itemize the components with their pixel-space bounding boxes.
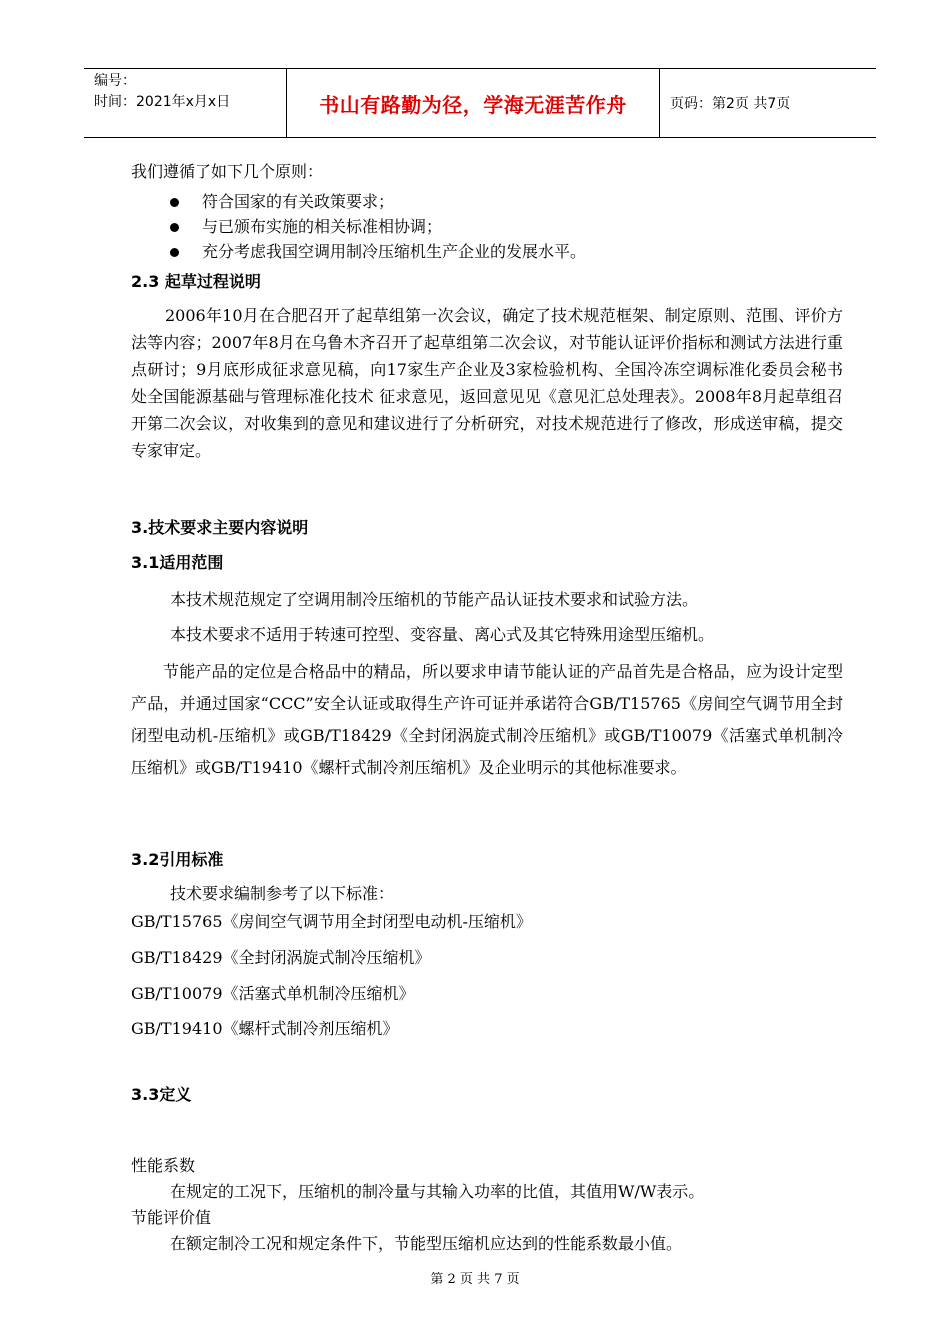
definition-text: 在额定制冷工况和规定条件下，节能型压缩机应达到的性能系数最小值。 (170, 1234, 683, 1253)
standard-item: GB/T15765《房间空气调节用全封闭型电动机-压缩机》 (131, 912, 532, 931)
section-heading-2-3: 2.3 起草过程说明 (131, 272, 261, 291)
definition-text: 在规定的工况下，压缩机的制冷量与其输入功率的比值，其值用W/W表示。 (170, 1182, 705, 1201)
section-2-3-body: 2006年10月在合肥召开了起草组第一次会议，确定了技术规范框架、制定原则、范围、评价方法等内容；2007年8月在乌鲁木齐召开了起草组第二次会议，对节能认证评价指标和测试方法进行重点研讨；9月底形成征求意见稿，向17家生产企业及3家检验机构、全国冷冻空调标准化委员会秘书处全国能源基础与管理标准化技术 征求意见，返回意见见《意见汇总处理表》。2008年8月起草组召开第二次会议，对收集到的意见和建议进行了分析研究，对技术规范进行了修改，形成送审稿，提交专家审定。 (131, 306, 843, 460)
header-meta (84, 69, 286, 137)
document-time-label: 时间：2021年x月x日 (94, 94, 231, 110)
principle-item: 与已颁布实施的相关标准相协调； (202, 217, 443, 236)
definition-term: 节能评价值 (131, 1208, 212, 1227)
header-page-number: 页码：第2页 共7页 (670, 96, 791, 112)
principles-intro: 我们遵循了如下几个原则： (131, 162, 324, 181)
bullet-icon (170, 198, 179, 207)
section-3-1-paragraph: 节能产品的定位是合格品中的精品，所以要求申请节能认证的产品首先是合格品，应为设计定型产品，并通过国家“CCC”安全认证或取得生产许可证并承诺符合GB/T15765《房间空气调节用全封闭型电动机-压缩机》或GB/T18429《全封闭涡旋式制冷压缩机》或GB/T10079《活塞式单机制冷压缩机》或GB/T19410《螺杆式制冷剂压缩机》及企业明示的其他标准要求。 (131, 662, 843, 777)
section-3-1-paragraph: 本技术要求不适用于转速可控型、变容量、离心式及其它特殊用途型压缩机。 (170, 625, 715, 644)
section-heading-3-1: 3.1适用范围 (131, 553, 224, 572)
principle-item: 充分考虑我国空调用制冷压缩机生产企业的发展水平。 (202, 242, 587, 261)
section-3-1-paragraph: 本技术规范规定了空调用制冷压缩机的节能产品认证技术要求和试验方法。 (170, 590, 699, 609)
standard-item: GB/T18429《全封闭涡旋式制冷压缩机》 (131, 948, 431, 967)
definition-term: 性能系数 (131, 1156, 196, 1175)
page-header (84, 68, 876, 138)
document-number-label: 编号： (94, 73, 136, 89)
page-footer: 第 2 页 共 7 页 (430, 1272, 520, 1287)
principle-item: 符合国家的有关政策要求； (202, 192, 395, 211)
standard-item: GB/T10079《活塞式单机制冷压缩机》 (131, 984, 415, 1003)
bullet-icon (170, 223, 179, 232)
standards-intro: 技术要求编制参考了以下标准： (170, 884, 395, 903)
section-heading-3: 3.技术要求主要内容说明 (131, 518, 309, 537)
header-motto: 书山有路勤为径，学海无涯苦作舟 (286, 69, 660, 137)
standard-item: GB/T19410《螺杆式制冷剂压缩机》 (131, 1019, 399, 1038)
bullet-icon (170, 248, 179, 257)
section-heading-3-2: 3.2引用标准 (131, 850, 224, 869)
section-heading-3-3: 3.3定义 (131, 1085, 192, 1104)
